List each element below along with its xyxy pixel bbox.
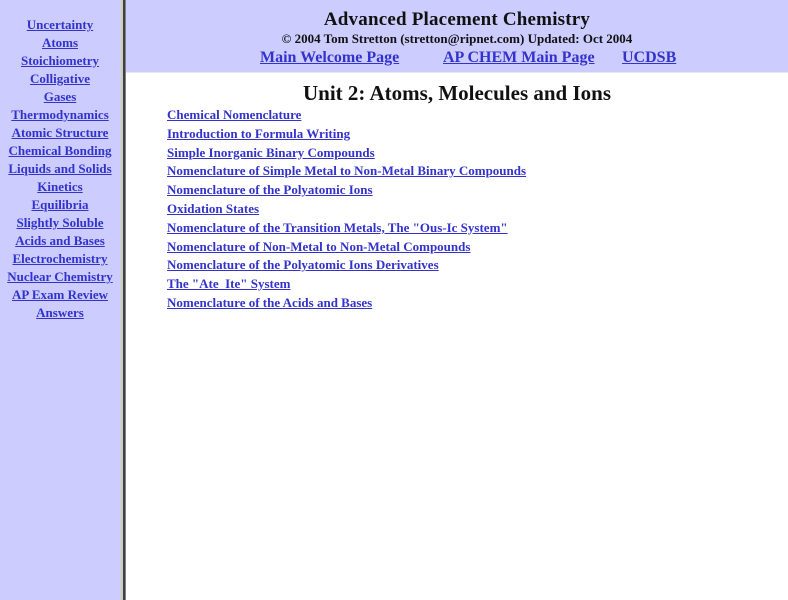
copyright-line: © 2004 Tom Stretton (stretton@ripnet.com) Updated: Oct 2004 bbox=[281, 31, 633, 46]
site-title: Advanced Placement Chemistry bbox=[323, 9, 591, 30]
unit-title: Unit 2: Atoms, Molecules and Ions bbox=[302, 81, 612, 105]
topic-link-metal-nonmetal-binary[interactable]: Nomenclature of Simple Metal to Non-Metal Binary Compounds bbox=[167, 163, 527, 179]
sidebar-item-atoms[interactable]: Atoms bbox=[41, 35, 79, 50]
content-frame bbox=[126, 0, 788, 600]
topic-link-chemical-nomenclature[interactable]: Chemical Nomenclature bbox=[167, 107, 302, 122]
sidebar-item-kinetics[interactable]: Kinetics bbox=[37, 179, 83, 194]
sidebar-item-stoichiometry[interactable]: Stoichiometry bbox=[21, 53, 99, 68]
sidebar-item-slightly-soluble[interactable]: Slightly Soluble bbox=[16, 215, 104, 230]
sidebar-item-ap-exam-review[interactable]: AP Exam Review bbox=[11, 287, 109, 302]
topic-link-simple-inorganic-binary[interactable]: Simple Inorganic Binary Compounds bbox=[167, 144, 375, 160]
sidebar-item-answers[interactable]: Answers bbox=[36, 305, 84, 320]
sidebar-item-colligative[interactable]: Colligative bbox=[30, 71, 90, 86]
sidebar-item-equilibria[interactable]: Equilibria bbox=[31, 197, 89, 212]
sidebar-item-acids-and-bases[interactable]: Acids and Bases bbox=[15, 233, 105, 248]
topic-list bbox=[167, 106, 526, 313]
sidebar-item-liquids-and-solids[interactable]: Liquids and Solids bbox=[8, 161, 112, 176]
sidebar-item-thermodynamics[interactable]: Thermodynamics bbox=[11, 107, 109, 122]
topic-link-nonmetal-nonmetal[interactable]: Nomenclature of Non-Metal to Non-Metal Compounds bbox=[167, 238, 471, 254]
topic-link-polyatomic-derivatives[interactable]: Nomenclature of the Polyatomic Ions Derivatives bbox=[167, 257, 439, 273]
header-banner bbox=[126, 0, 788, 73]
header-links bbox=[126, 49, 788, 69]
topic-link-polyatomic-ions[interactable]: Nomenclature of the Polyatomic Ions bbox=[167, 182, 373, 198]
topic-link-acids-and-bases[interactable]: Nomenclature of the Acids and Bases bbox=[167, 294, 373, 310]
sidebar-item-gases[interactable]: Gases bbox=[43, 89, 77, 104]
topic-link-ate-ite-system[interactable]: The "Ate_Ite" System bbox=[167, 276, 291, 292]
main-welcome-page-link[interactable]: Main Welcome Page bbox=[260, 49, 400, 66]
ucdsb-link[interactable]: UCDSB bbox=[622, 49, 677, 66]
topic-link-transition-metals[interactable]: Nomenclature of the Transition Metals, The "Ous-Ic System" bbox=[167, 219, 508, 235]
sidebar-item-nuclear-chemistry[interactable]: Nuclear Chemistry bbox=[7, 269, 113, 284]
sidebar-item-uncertainty[interactable]: Uncertainty bbox=[26, 17, 94, 32]
sidebar-item-electrochemistry[interactable]: Electrochemistry bbox=[12, 251, 108, 266]
sidebar-item-chemical-bonding[interactable]: Chemical Bonding bbox=[8, 143, 112, 158]
sidebar-item-atomic-structure[interactable]: Atomic Structure bbox=[11, 125, 109, 140]
topic-link-oxidation-states[interactable]: Oxidation States bbox=[167, 200, 260, 216]
ap-chem-main-page-link[interactable]: AP CHEM Main Page bbox=[443, 49, 595, 66]
sidebar-nav-frame bbox=[0, 0, 120, 600]
topic-link-intro-formula-writing[interactable]: Introduction to Formula Writing bbox=[167, 125, 351, 141]
